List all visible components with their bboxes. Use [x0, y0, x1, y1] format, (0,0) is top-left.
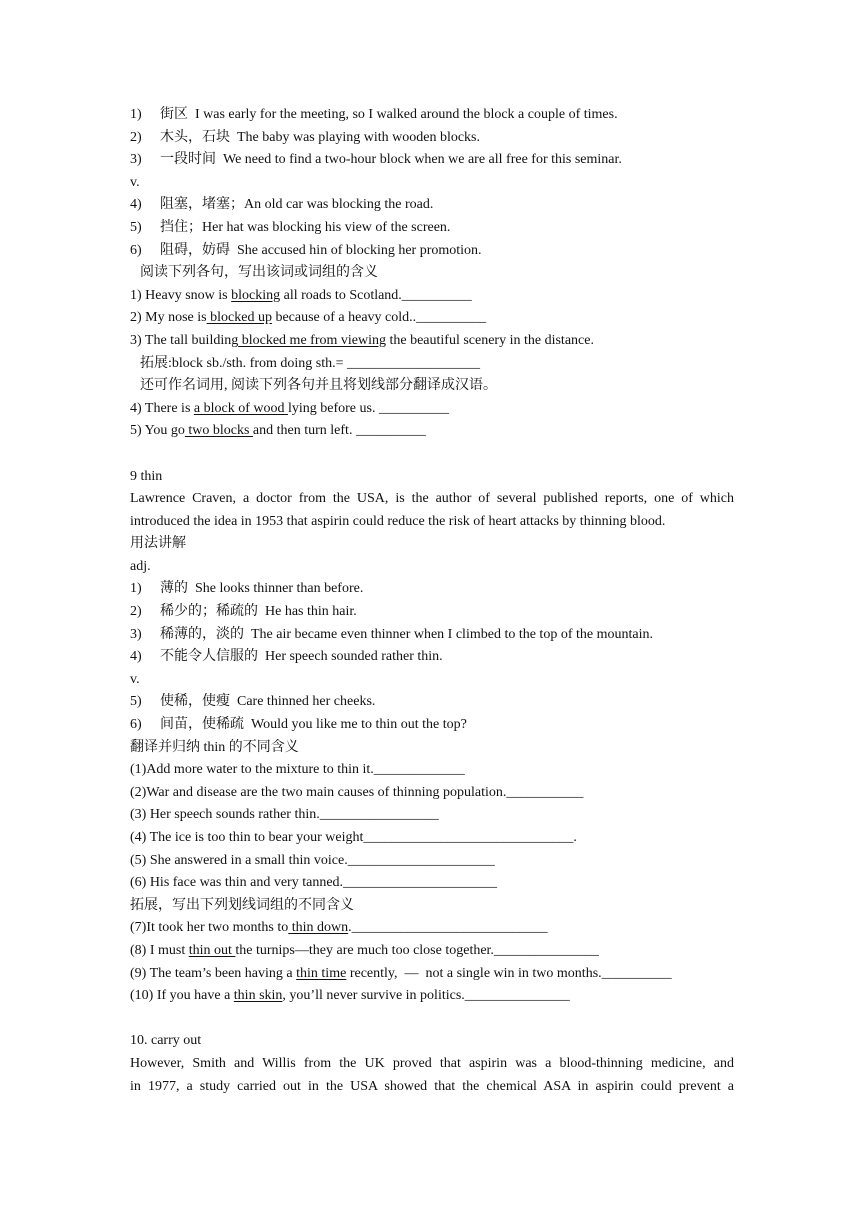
block-sense-1: 1) 街区 I was early for the meeting, so I walked around the block a couple of times.	[130, 107, 618, 122]
block-sense-3: 3) 一段时间 We need to find a two-hour block when we are all free for this seminar.	[130, 152, 622, 168]
thin-sense-2: 2) 稀少的；稀疏的 He has thin hair.	[130, 604, 357, 620]
carry-paragraph-line-2: in 1977, a study carried out in the USA showed that the chemical ASA in aspirin could prevent a	[130, 1078, 734, 1094]
section-spacer-2	[130, 1008, 734, 1031]
block-exercise-3: 3) The tall building blocked me from viewing the beautiful scenery in the distance.	[130, 332, 594, 348]
section-spacer	[130, 443, 734, 466]
thin-sense-5: 5) 使稀，使瘦 Care thinned her cheeks.	[130, 694, 376, 710]
noun-instruction: 还可作名词用, 阅读下列各句并且将划线部分翻译成汉语。	[140, 378, 497, 394]
thin-exercise-1: (1)Add more water to the mixture to thin it._____________	[130, 762, 465, 778]
verb-label: v.	[130, 174, 140, 190]
block-expand-line: 拓展:block sb./sth. from doing sth.= ___________________	[140, 355, 481, 371]
reading-instruction: 阅读下列各句，写出该词或词组的含义	[140, 265, 378, 281]
thin-sense-3: 3) 稀薄的，淡的 The air became even thinner when I climbed to the top of the mountain.	[130, 626, 653, 642]
thin-paragraph-line-2: introduced the idea in 1953 that aspirin could reduce the risk of heart attacks by thinning blood.	[130, 513, 666, 529]
verb-label-thin: v.	[130, 671, 140, 687]
block-sense-5: 5) 挡住；Her hat was blocking his view of the screen.	[130, 219, 451, 235]
carry-paragraph-line-1: However, Smith and Willis from the UK proved that aspirin was a blood-thinning medicine, and	[130, 1055, 734, 1071]
document-page	[130, 104, 734, 1098]
thin-exercise-8: (8) I must thin out the turnips—they are much too close together._______________	[130, 942, 599, 958]
thin-exercise-2: (2)War and disease are the two main causes of thinning population.___________	[130, 784, 584, 800]
thin-sense-1: 1) 薄的 She looks thinner than before.	[130, 581, 364, 597]
thin-exercise-3: (3) Her speech sounds rather thin._________________	[130, 807, 439, 823]
block-sense-6: 6) 阻碍，妨碍 She accused hin of blocking her promotion.	[130, 242, 482, 258]
thin-exercise-5: (5) She answered in a small thin voice._____________________	[130, 852, 495, 868]
thin-exercise-10: (10) If you have a thin skin, you’ll never survive in politics._______________	[130, 988, 570, 1004]
block-sense-4: 4) 阻塞，堵塞；An old car was blocking the road.	[130, 197, 434, 213]
thin-sense-6: 6) 间苗，使稀疏 Would you like me to thin out the top?	[130, 717, 467, 733]
section-heading-thin: 9 thin	[130, 468, 163, 484]
usage-heading: 用法讲解	[130, 536, 186, 552]
block-exercise-5: 5) You go two blocks and then turn left. __________	[130, 423, 426, 439]
thin-exercise-4: (4) The ice is too thin to bear your weight______________________________.	[130, 830, 577, 845]
translate-instruction: 翻译并归纳 thin 的不同含义	[130, 739, 299, 755]
thin-paragraph-line-1: Lawrence Craven, a doctor from the USA, is the author of several published reports, one of which	[130, 491, 734, 507]
block-exercise-1: 1) Heavy snow is blocking all roads to Scotland.__________	[130, 287, 472, 303]
block-exercise-2: 2) My nose is blocked up because of a heavy cold..__________	[130, 310, 487, 326]
section-heading-carry-out: 10. carry out	[130, 1033, 202, 1049]
expand-instruction: 拓展，写出下列划线词组的不同含义	[130, 897, 354, 913]
block-sense-2: 2) 木头，石块 The baby was playing with wooden blocks.	[130, 129, 481, 145]
thin-exercise-7: (7)It took her two months to thin down.____________________________	[130, 920, 548, 936]
adj-label: adj.	[130, 558, 151, 574]
thin-exercise-6: (6) His face was thin and very tanned.______________________	[130, 875, 498, 891]
thin-exercise-9: (9) The team’s been having a thin time recently, — not a single win in two months.__________	[130, 965, 672, 981]
thin-sense-4: 4) 不能令人信服的 Her speech sounded rather thin.	[130, 649, 443, 665]
block-exercise-4: 4) There is a block of wood lying before us. __________	[130, 400, 449, 416]
